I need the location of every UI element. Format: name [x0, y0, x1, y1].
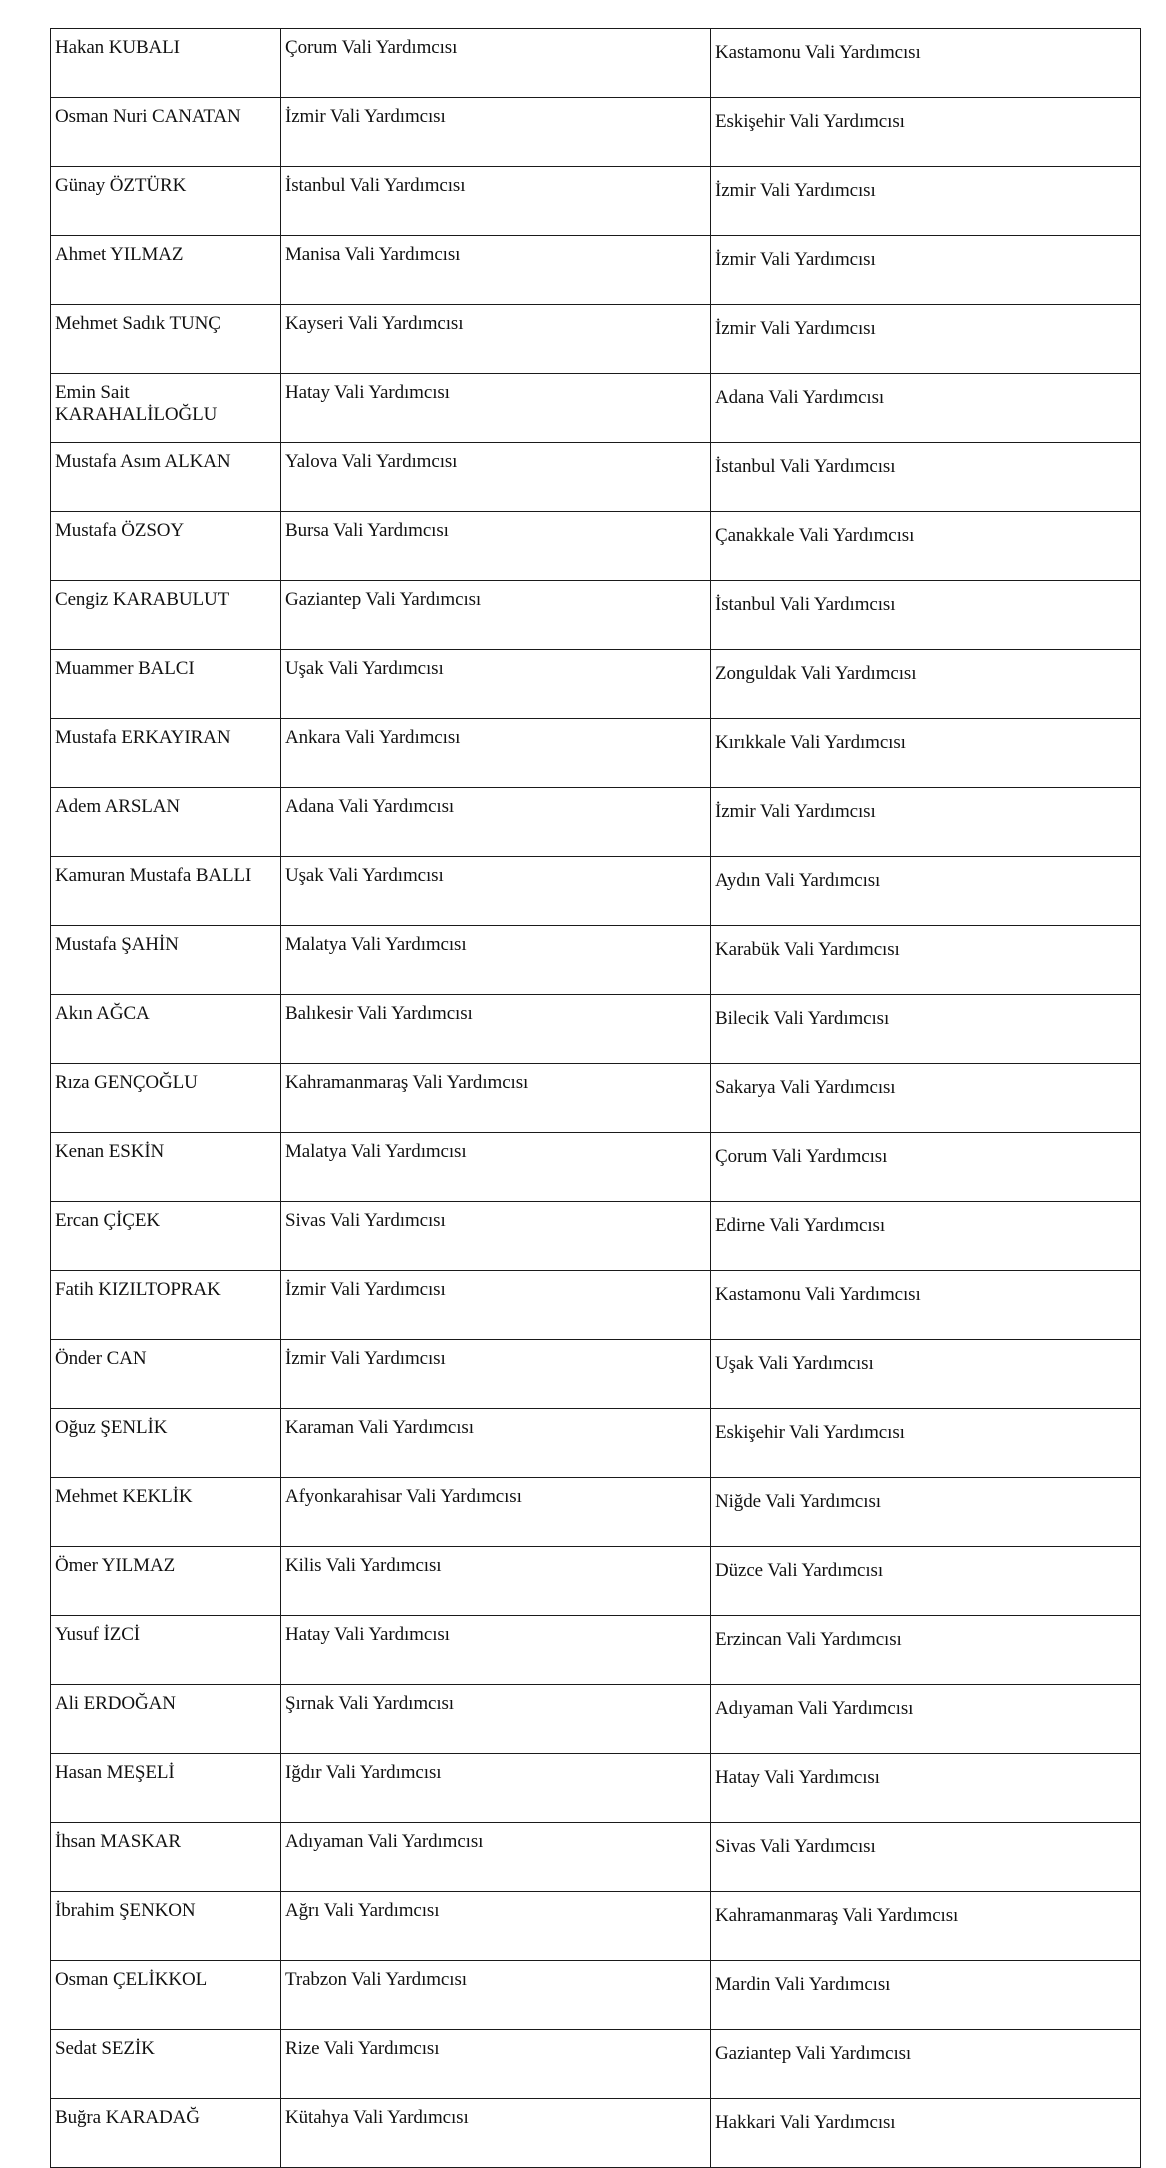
table-row — [51, 98, 1141, 167]
new-post-cell: İzmir Vali Yardımcısı — [711, 167, 1141, 236]
current-post-cell: Malatya Vali Yardımcısı — [281, 1133, 711, 1202]
new-post-cell: Çorum Vali Yardımcısı — [711, 1133, 1141, 1202]
official-name-cell: Mustafa ERKAYIRAN — [51, 719, 281, 788]
current-post-cell: Rize Vali Yardımcısı — [281, 2030, 711, 2099]
official-name-cell: Mustafa ŞAHİN — [51, 926, 281, 995]
table-row — [51, 1271, 1141, 1340]
official-name-cell: Fatih KIZILTOPRAK — [51, 1271, 281, 1340]
table-row — [51, 857, 1141, 926]
table-row — [51, 1202, 1141, 1271]
current-post-cell: Iğdır Vali Yardımcısı — [281, 1754, 711, 1823]
official-name-cell: Mustafa Asım ALKAN — [51, 443, 281, 512]
official-name-cell: Muammer BALCI — [51, 650, 281, 719]
table-row — [51, 236, 1141, 305]
table-row — [51, 2099, 1141, 2168]
new-post-cell: Sivas Vali Yardımcısı — [711, 1823, 1141, 1892]
current-post-cell: Ankara Vali Yardımcısı — [281, 719, 711, 788]
new-post-cell: Karabük Vali Yardımcısı — [711, 926, 1141, 995]
official-name-cell: Osman ÇELİKKOL — [51, 1961, 281, 2030]
current-post-cell: Uşak Vali Yardımcısı — [281, 857, 711, 926]
new-post-cell: İstanbul Vali Yardımcısı — [711, 443, 1141, 512]
table-row — [51, 995, 1141, 1064]
official-name-cell: Adem ARSLAN — [51, 788, 281, 857]
new-post-cell: İzmir Vali Yardımcısı — [711, 305, 1141, 374]
current-post-cell: Sivas Vali Yardımcısı — [281, 1202, 711, 1271]
official-name-cell: Ömer YILMAZ — [51, 1547, 281, 1616]
current-post-cell: Ağrı Vali Yardımcısı — [281, 1892, 711, 1961]
new-post-cell: İstanbul Vali Yardımcısı — [711, 581, 1141, 650]
official-name-cell: Hakan KUBALI — [51, 29, 281, 98]
official-name-cell: İhsan MASKAR — [51, 1823, 281, 1892]
table-row — [51, 1892, 1141, 1961]
new-post-cell: İzmir Vali Yardımcısı — [711, 236, 1141, 305]
table-row — [51, 1685, 1141, 1754]
current-post-cell: Manisa Vali Yardımcısı — [281, 236, 711, 305]
official-name-cell: Cengiz KARABULUT — [51, 581, 281, 650]
new-post-cell: Hakkari Vali Yardımcısı — [711, 2099, 1141, 2168]
new-post-cell: İzmir Vali Yardımcısı — [711, 788, 1141, 857]
official-name-cell: Emin Sait KARAHALİLOĞLU — [51, 374, 281, 443]
new-post-cell: Zonguldak Vali Yardımcısı — [711, 650, 1141, 719]
official-name-cell: Ali ERDOĞAN — [51, 1685, 281, 1754]
official-name-cell: Buğra KARADAĞ — [51, 2099, 281, 2168]
official-name-cell: Mehmet Sadık TUNÇ — [51, 305, 281, 374]
current-post-cell: Adıyaman Vali Yardımcısı — [281, 1823, 711, 1892]
appointments-table — [50, 28, 1141, 2168]
table-row — [51, 650, 1141, 719]
official-name-cell: Oğuz ŞENLİK — [51, 1409, 281, 1478]
current-post-cell: Karaman Vali Yardımcısı — [281, 1409, 711, 1478]
current-post-cell: Çorum Vali Yardımcısı — [281, 29, 711, 98]
table-row — [51, 1409, 1141, 1478]
new-post-cell: Düzce Vali Yardımcısı — [711, 1547, 1141, 1616]
table-row — [51, 1478, 1141, 1547]
new-post-cell: Niğde Vali Yardımcısı — [711, 1478, 1141, 1547]
new-post-cell: Kırıkkale Vali Yardımcısı — [711, 719, 1141, 788]
new-post-cell: Hatay Vali Yardımcısı — [711, 1754, 1141, 1823]
new-post-cell: Çanakkale Vali Yardımcısı — [711, 512, 1141, 581]
new-post-cell: Kastamonu Vali Yardımcısı — [711, 1271, 1141, 1340]
new-post-cell: Adıyaman Vali Yardımcısı — [711, 1685, 1141, 1754]
table-row — [51, 2030, 1141, 2099]
new-post-cell: Bilecik Vali Yardımcısı — [711, 995, 1141, 1064]
current-post-cell: Adana Vali Yardımcısı — [281, 788, 711, 857]
official-name-cell: Günay ÖZTÜRK — [51, 167, 281, 236]
current-post-cell: Gaziantep Vali Yardımcısı — [281, 581, 711, 650]
current-post-cell: Kütahya Vali Yardımcısı — [281, 2099, 711, 2168]
official-name-cell: Hasan MEŞELİ — [51, 1754, 281, 1823]
table-row — [51, 167, 1141, 236]
appointments-table-body — [51, 29, 1141, 2168]
table-row — [51, 1823, 1141, 1892]
current-post-cell: Bursa Vali Yardımcısı — [281, 512, 711, 581]
current-post-cell: Yalova Vali Yardımcısı — [281, 443, 711, 512]
current-post-cell: Kilis Vali Yardımcısı — [281, 1547, 711, 1616]
current-post-cell: Trabzon Vali Yardımcısı — [281, 1961, 711, 2030]
new-post-cell: Kastamonu Vali Yardımcısı — [711, 29, 1141, 98]
current-post-cell: Kayseri Vali Yardımcısı — [281, 305, 711, 374]
table-row — [51, 1754, 1141, 1823]
table-row — [51, 1064, 1141, 1133]
new-post-cell: Eskişehir Vali Yardımcısı — [711, 98, 1141, 167]
table-row — [51, 1616, 1141, 1685]
current-post-cell: Uşak Vali Yardımcısı — [281, 650, 711, 719]
new-post-cell: Aydın Vali Yardımcısı — [711, 857, 1141, 926]
official-name-cell: Rıza GENÇOĞLU — [51, 1064, 281, 1133]
table-row — [51, 29, 1141, 98]
table-row — [51, 512, 1141, 581]
new-post-cell: Edirne Vali Yardımcısı — [711, 1202, 1141, 1271]
new-post-cell: Kahramanmaraş Vali Yardımcısı — [711, 1892, 1141, 1961]
current-post-cell: Malatya Vali Yardımcısı — [281, 926, 711, 995]
current-post-cell: Şırnak Vali Yardımcısı — [281, 1685, 711, 1754]
table-row — [51, 305, 1141, 374]
new-post-cell: Mardin Vali Yardımcısı — [711, 1961, 1141, 2030]
current-post-cell: İstanbul Vali Yardımcısı — [281, 167, 711, 236]
new-post-cell: Adana Vali Yardımcısı — [711, 374, 1141, 443]
current-post-cell: İzmir Vali Yardımcısı — [281, 1271, 711, 1340]
table-row — [51, 1547, 1141, 1616]
new-post-cell: Gaziantep Vali Yardımcısı — [711, 2030, 1141, 2099]
table-row — [51, 1133, 1141, 1202]
table-row — [51, 926, 1141, 995]
official-name-cell: Mustafa ÖZSOY — [51, 512, 281, 581]
current-post-cell: Kahramanmaraş Vali Yardımcısı — [281, 1064, 711, 1133]
official-name-cell: Osman Nuri CANATAN — [51, 98, 281, 167]
table-row — [51, 374, 1141, 443]
official-name-cell: İbrahim ŞENKON — [51, 1892, 281, 1961]
new-post-cell: Sakarya Vali Yardımcısı — [711, 1064, 1141, 1133]
current-post-cell: Balıkesir Vali Yardımcısı — [281, 995, 711, 1064]
official-name-cell: Mehmet KEKLİK — [51, 1478, 281, 1547]
current-post-cell: İzmir Vali Yardımcısı — [281, 98, 711, 167]
table-row — [51, 581, 1141, 650]
official-name-cell: Ercan ÇİÇEK — [51, 1202, 281, 1271]
table-row — [51, 719, 1141, 788]
official-name-cell: Akın AĞCA — [51, 995, 281, 1064]
current-post-cell: Afyonkarahisar Vali Yardımcısı — [281, 1478, 711, 1547]
new-post-cell: Erzincan Vali Yardımcısı — [711, 1616, 1141, 1685]
table-row — [51, 1340, 1141, 1409]
official-name-cell: Ahmet YILMAZ — [51, 236, 281, 305]
new-post-cell: Eskişehir Vali Yardımcısı — [711, 1409, 1141, 1478]
official-name-cell: Önder CAN — [51, 1340, 281, 1409]
table-row — [51, 1961, 1141, 2030]
new-post-cell: Uşak Vali Yardımcısı — [711, 1340, 1141, 1409]
official-name-cell: Kamuran Mustafa BALLI — [51, 857, 281, 926]
official-name-cell: Yusuf İZCİ — [51, 1616, 281, 1685]
official-name-cell: Kenan ESKİN — [51, 1133, 281, 1202]
current-post-cell: Hatay Vali Yardımcısı — [281, 374, 711, 443]
official-name-cell: Sedat SEZİK — [51, 2030, 281, 2099]
table-row — [51, 788, 1141, 857]
current-post-cell: Hatay Vali Yardımcısı — [281, 1616, 711, 1685]
current-post-cell: İzmir Vali Yardımcısı — [281, 1340, 711, 1409]
table-row — [51, 443, 1141, 512]
